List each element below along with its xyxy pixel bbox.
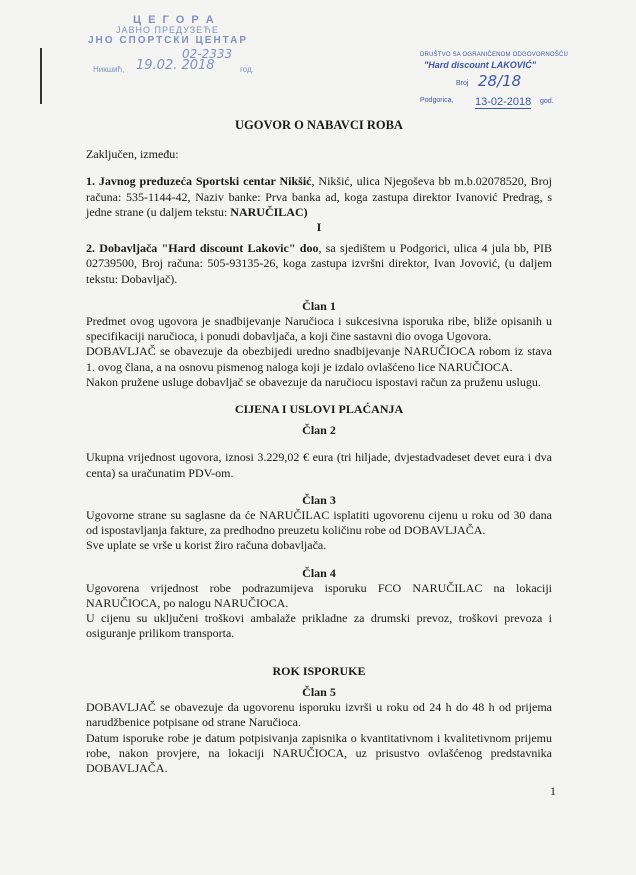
- company-stamp-right: [420, 52, 590, 112]
- stamp-left-line1: Ц Е Г О Р А: [133, 14, 216, 26]
- stamp-right-broj-label: Broj: [456, 80, 469, 87]
- party-separator: I: [316, 220, 322, 235]
- page-number: 1: [550, 784, 556, 798]
- party-1-paragraph: [86, 174, 552, 220]
- stamp-right-date: 13-02-2018: [475, 96, 532, 108]
- article-4-text-2: U cijenu su uključeni troškovi ambalaže prikladne za drumski prevoz, troškovi prevoza i osiguranje prilikom transporta.: [86, 611, 552, 641]
- article-3-title: Član 3: [302, 492, 336, 507]
- party-1-role: NARUČILAC): [230, 204, 308, 219]
- stamp-left-date-label: Никшић,: [93, 65, 125, 74]
- article-3-text-1: Ugovorne strane su saglasne da će NARUČILAC isplatiti ugovorenu cijenu u roku od 30 dana od ispostavljanja fakture, za predhodno preuzetu količinu robe od DOBAVLJAČA.: [86, 508, 552, 538]
- stamp-right-broj-value: 28/18: [478, 72, 522, 90]
- party-2-name: 2. Dobavljača "Hard discount Lakovic" doo: [86, 241, 319, 256]
- section-prices-heading: CIJENA I USLOVI PLAĆANJA: [234, 402, 404, 417]
- stamp-left-number: 02-2333: [182, 47, 233, 61]
- stamp-right-company-name: "Hard discount LAKOVIĆ": [424, 60, 537, 70]
- article-5-title: Član 5: [302, 684, 336, 699]
- intro-line: Zaključen, između:: [86, 147, 179, 162]
- stamp-left-line2: ЈАВНО ПРЕДУЗЕЋЕ: [116, 25, 219, 35]
- article-5-text-1: DOBAVLJAČ se obavezuje da ugovorenu isporuku izvrši u roku od 24 h do 48 h od prijema narudžbenice potpisane od strane Naručioca.: [86, 700, 552, 730]
- registration-stamp-left: [78, 14, 268, 80]
- article-4-text-1: Ugovorena vrijednost robe podrazumijeva isporuku FCO NARUČILAC na lokaciji NARUČIOCA, po nalogu NARUČIOCA.: [86, 580, 552, 611]
- party-2-paragraph: [86, 241, 552, 287]
- stamp-right-company-line: DRUŠTVO SA OGRANIČENOM ODGOVORNOŠĆU: [420, 52, 569, 58]
- article-4-title: Član 4: [302, 565, 336, 580]
- margin-mark: [40, 48, 42, 104]
- contract-body: [86, 118, 552, 776]
- article-1-title: Član 1: [302, 298, 336, 313]
- stamp-left-line3: ЈНО СПОРТСКИ ЦЕНТАР: [88, 35, 249, 46]
- article-2-title: Član 2: [302, 423, 336, 438]
- party-2-details: , sa sjedištem u Podgorici, ulica 4 jula bb, PIB 02739500, Broj računa: 505-93135-26, koga zastupa izvršni direktor, Ivan Jovović, (u daljem tekstu: Dobavljač).: [86, 241, 553, 286]
- stamp-left-year-suffix: год.: [240, 65, 254, 74]
- article-2-text: Ukupna vrijednost ugovora, iznosi 3.229,02 € eura (tri hiljade, dvjestadvadeset devet eura i dva centa) sa uračunatim PDV-om.: [86, 450, 552, 480]
- stamp-right-god-label: god.: [540, 98, 554, 105]
- article-5-text-2: Datum isporuke robe je datum potpisivanja zapisnika o kvantitativnom i kvalitetivnom prijemu robe, nakon provjere, na lokaciji NARUČIOCA, uz prisustvo ovlašćenog predstavnika DOBAVLJAČA.: [86, 730, 552, 775]
- stamp-left-date: 19.02. 2018: [136, 58, 215, 73]
- party-1-details: , Nikšić, ulica Njegoševa bb m.b.02078520, Broj računa: 535-1144-42, Naziv banke: Prva banka ad, koga zastupa direktor Ivanović Predrag, s jedne strane (u daljem tekstu:: [86, 174, 552, 219]
- article-1-text-1: Predmet ovog ugovora je snadbijevanje Naručioca i sukcesivna isporuka ribe, bliže opisanih u specifikaciji naručioca, i ponudi dobavljača, a koji čine sastavni dio ovoga Ugovora.: [86, 314, 552, 344]
- article-1-text-3: Nakon pružene usluge dobavljač se obavezuje da naručiocu ispostavi račun za pruženu uslugu.: [86, 374, 541, 389]
- article-3-text-2: Sve uplate se vrše u korist žiro računa dobavljača.: [86, 538, 327, 553]
- section-delivery-heading: ROK ISPORUKE: [272, 663, 366, 678]
- stamp-right-place-label: Podgorica,: [420, 97, 454, 104]
- article-1-text-2: DOBAVLJAČ se obavezuje da obezbijedi uredno snadbijevanje NARUČIOCA robom iz stava 1. ovog člana, a na osnovu pismenog naloga koji je izdalo ovlašćeno lice NARUČIOCA.: [86, 344, 552, 374]
- document-title: UGOVOR O NABAVCI ROBA: [235, 118, 403, 132]
- party-1-name: 1. Javnog preduzeća Sportski centar Nikšić: [86, 174, 312, 189]
